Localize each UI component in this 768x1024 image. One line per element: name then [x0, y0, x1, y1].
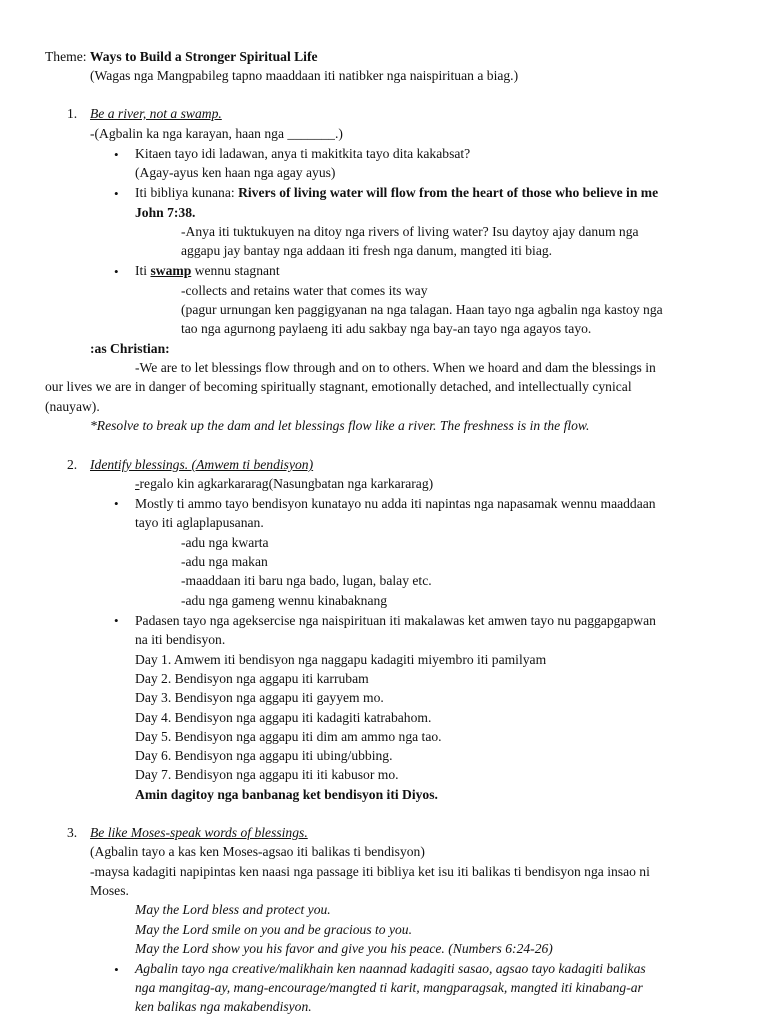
s3-b1-line1: Agbalin tayo nga creative/malikhain ken naannad kadagiti sasao, agsao tayo kadagiti balikas: [135, 961, 646, 976]
verse-line: May the Lord show you his favor and give you his peace. (Numbers 6:24-26): [135, 941, 553, 956]
section3-note-line2: Moses.: [90, 883, 129, 898]
day-item: Day 7. Bendisyon nga aggapu iti iti kabusor mo.: [135, 767, 399, 782]
christian-paragraph-line3: (nauyaw).: [45, 399, 100, 414]
christian-paragraph-line1: -We are to let blessings flow through and on to others. When we hoard and dam the blessings in: [135, 360, 656, 375]
section3-note-line1: -maysa kadagiti napipintas ken naasi nga passage iti bibliya ket isu iti balikas ti bendisyon nga insao ni: [90, 864, 650, 879]
s1-b1-line2: (Agay-ayus ken haan nga agay ayus): [135, 165, 336, 180]
bullet-icon: •: [114, 147, 119, 162]
s2-list-item: -adu nga gameng wennu kinabaknang: [181, 593, 388, 608]
s2-b1-line2: tayo iti aglaplapusanan.: [135, 515, 264, 530]
christian-paragraph-line2: our lives we are in danger of becoming spiritually stagnant, emotionally detached, and intellectually cynical: [45, 379, 632, 394]
bullet-icon: •: [114, 496, 119, 511]
section2-number: 2.: [67, 457, 78, 472]
s1-b2-line1: [135, 183, 658, 202]
s2-b1-line1: Mostly ti ammo tayo bendisyon kunatayo nu adda iti napintas nga napasamak wennu maaddaan: [135, 496, 656, 511]
s2-list-item: -maaddaan iti baru nga bado, lugan, balay etc.: [181, 573, 432, 588]
s1-b3-line: [135, 261, 280, 280]
day-item: Day 1. Amwem iti bendisyon nga naggapu kadagiti miyembro iti pamilyam: [135, 652, 547, 667]
section3-translation: (Agbalin tayo a kas ken Moses-agsao iti balikas ti bendisyon): [90, 844, 425, 859]
day-item: Day 3. Bendisyon nga aggapu iti gayyem mo.: [135, 690, 384, 705]
s1-b3-note2-line2: tao nga agurnong paylaeng iti adu sakbay nga bay-an tayo nga agayos tayo.: [181, 321, 592, 336]
christian-label: :as Christian:: [90, 341, 170, 356]
s2-b2-line2: na iti bendisyon.: [135, 632, 226, 647]
section1-heading: Be a river, not a swamp.: [90, 106, 222, 121]
s2-list-item: -adu nga kwarta: [181, 535, 269, 550]
s3-b1-line3: ken balikas nga makabendisyon.: [135, 999, 312, 1014]
s1-b3-suffix: wennu stagnant: [191, 263, 280, 278]
verse-line: May the Lord bless and protect you.: [135, 902, 331, 917]
s1-b3-prefix: Iti: [135, 263, 151, 278]
s1-b3-note1: -collects and retains water that comes its way: [181, 283, 428, 298]
s2-list-item: -adu nga makan: [181, 554, 268, 569]
section2-subtitle: [135, 474, 433, 493]
theme-prefix: Theme:: [45, 49, 90, 64]
s1-b1-line1: Kitaen tayo idi ladawan, anya ti makitkita tayo dita kakabsat?: [135, 146, 471, 161]
section2-closing: Amin dagitoy nga banbanag ket bendisyon iti Diyos.: [135, 787, 438, 802]
s1-b3-swamp: swamp: [150, 263, 192, 278]
s1-b3-note2-line1: (pagur urnungan ken paggigyanan na nga talagan. Haan tayo nga agbalin nga kastoy nga: [181, 302, 663, 317]
bullet-icon: •: [114, 264, 119, 279]
theme-subtitle: (Wagas nga Mangpabileg tapno maaddaan iti natibker nga naispirituan a biag.): [90, 68, 519, 83]
bullet-icon: •: [114, 613, 119, 628]
day-item: Day 5. Bendisyon nga aggapu iti dim am ammo nga tao.: [135, 729, 442, 744]
day-item: Day 4. Bendisyon nga aggapu iti kadagiti katrabahom.: [135, 710, 432, 725]
bullet-icon: •: [114, 962, 119, 977]
section2-heading: Identify blessings. (Amwem ti bendisyon): [90, 457, 314, 472]
bullet-icon: •: [114, 186, 119, 201]
section2-sub-text: regalo kin agkarkararag(Nasungbatan nga karkararag): [139, 476, 434, 491]
s3-b1-line2: nga mangitag-ay, mang-encourage/mangted ti karit, mangparagsak, mangted iti kinabang-ar: [135, 980, 643, 995]
s1-b2-bold: Rivers of living water will flow from the heart of those who believe in me: [238, 185, 659, 200]
day-item: Day 6. Bendisyon nga aggapu iti ubing/ubbing.: [135, 748, 393, 763]
s1-b2-note-line1: -Anya iti tuktukuyen na ditoy nga rivers of living water? Isu daytoy ajay danum nga: [181, 224, 639, 239]
section1-number: 1.: [67, 106, 78, 121]
day-item: Day 2. Bendisyon nga aggapu iti karrubam: [135, 671, 369, 686]
resolve-note: *Resolve to break up the dam and let blessings flow like a river. The freshness is in the flow.: [90, 418, 590, 433]
theme-title: Ways to Build a Stronger Spiritual Life: [89, 49, 318, 64]
s2-b2-line1: Padasen tayo nga ageksercise nga naispirituan iti makalawas ket amwen tayo nu paggapgapwan: [135, 613, 656, 628]
section1-translation: -(Agbalin ka nga karayan, haan nga _______.): [90, 126, 343, 141]
s1-b2-prefix: Iti bibliya kunana:: [135, 185, 239, 200]
section3-number: 3.: [67, 825, 78, 840]
s1-b2-reference: John 7:38.: [135, 205, 196, 220]
theme-line: [45, 47, 318, 66]
section3-heading: Be like Moses-speak words of blessings.: [90, 825, 308, 840]
s1-b2-note-line2: aggapu jay bantay nga addaan iti fresh nga danum, mangted iti biag.: [181, 243, 553, 258]
verse-line: May the Lord smile on you and be gracious to you.: [135, 922, 412, 937]
section2-sub-dash: -: [135, 476, 140, 491]
